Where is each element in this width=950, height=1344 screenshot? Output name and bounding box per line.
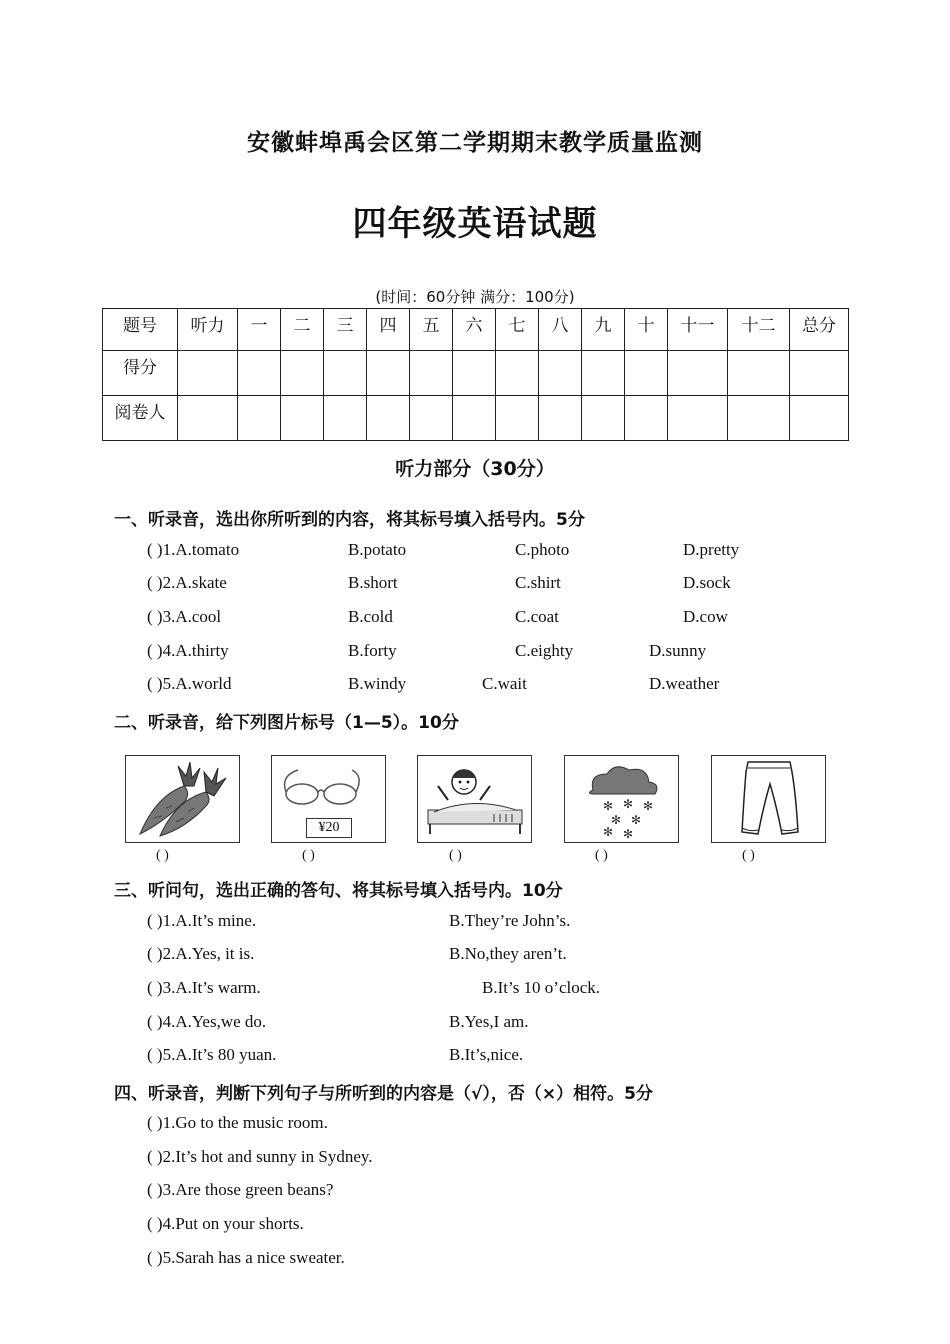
q1-option-b: B.short [348, 573, 398, 592]
grader-cell[interactable] [582, 396, 625, 441]
table-header-cell: 十一 [668, 309, 728, 351]
q3-stem: ( )2.A.Yes, it is. [147, 944, 255, 963]
q1-option-d: D.pretty [683, 540, 740, 559]
q1-option-d: D.sunny [649, 641, 707, 660]
picture-snow-cloud [564, 755, 679, 843]
table-row-label: 得分 [103, 351, 178, 396]
q3-heading: 三、听问句，选出正确的答句、将其标号填入括号内。10分 [114, 881, 563, 901]
grader-cell[interactable] [281, 396, 324, 441]
table-header-cell: 听力 [178, 309, 238, 351]
q1-option-b: B.windy [348, 674, 407, 693]
score-cell[interactable] [453, 351, 496, 396]
table-header-cell: 总分 [790, 309, 849, 351]
q2-heading: 二、听录音，给下列图片标号（1—5）。10分 [114, 713, 459, 733]
score-cell[interactable] [178, 351, 238, 396]
table-header-cell: 题号 [103, 309, 178, 351]
picture-answer-blank[interactable]: ( ) [595, 848, 608, 863]
grader-cell[interactable] [728, 396, 790, 441]
q4-stem: ( )1.Go to the music room. [147, 1113, 328, 1132]
grader-cell[interactable] [324, 396, 367, 441]
score-cell[interactable] [238, 351, 281, 396]
table-header-cell: 三 [324, 309, 367, 351]
svg-text:✻: ✻ [603, 799, 614, 813]
score-cell[interactable] [625, 351, 668, 396]
table-header-cell: 七 [496, 309, 539, 351]
score-cell[interactable] [582, 351, 625, 396]
table-header-cell: 十二 [728, 309, 790, 351]
q1-option-c: C.shirt [515, 573, 561, 592]
q1-stem: ( )1.A.tomato [147, 540, 240, 559]
score-cell[interactable] [324, 351, 367, 396]
svg-text:✻: ✻ [623, 797, 634, 811]
picture-pants [711, 755, 826, 843]
q3-stem: ( )4.A.Yes,we do. [147, 1012, 267, 1031]
grader-cell[interactable] [625, 396, 668, 441]
picture-answer-blank[interactable]: ( ) [156, 848, 169, 863]
q3-option-b: B.Yes,I am. [449, 1012, 529, 1031]
q1-option-c: C.photo [515, 540, 570, 559]
q3-stem: ( )5.A.It’s 80 yuan. [147, 1045, 277, 1064]
table-row-label: 阅卷人 [103, 396, 178, 441]
picture-carrots [125, 755, 240, 843]
table-header-cell: 五 [410, 309, 453, 351]
pants-icon [712, 756, 825, 842]
snow-cloud-icon [565, 756, 678, 842]
q1-option-c: C.wait [482, 674, 527, 693]
q1-heading: 一、听录音，选出你所听到的内容，将其标号填入括号内。5分 [114, 510, 585, 530]
q3-option-b: B.It’s,nice. [449, 1045, 524, 1064]
q1-option-b: B.potato [348, 540, 407, 559]
q4-stem: ( )3.Are those green beans? [147, 1180, 334, 1199]
q4-stem: ( )5.Sarah has a nice sweater. [147, 1248, 345, 1267]
boy-in-bed-icon [418, 756, 531, 842]
q3-stem: ( )3.A.It’s warm. [147, 978, 261, 997]
q3-option-b: B.They’re John’s. [449, 911, 571, 930]
exam-title: 安徽蚌埠禹会区第二学期期末教学质量监测 [247, 130, 703, 156]
q3-option-b: B.It’s 10 o’clock. [482, 978, 601, 997]
grader-cell[interactable] [496, 396, 539, 441]
q1-stem: ( )5.A.world [147, 674, 232, 693]
q1-option-d: D.weather [649, 674, 720, 693]
q3-option-b: B.No,they aren’t. [449, 944, 567, 963]
table-header-cell: 四 [367, 309, 410, 351]
score-cell[interactable] [367, 351, 410, 396]
picture-boy-in-bed [417, 755, 532, 843]
grader-cell[interactable] [238, 396, 281, 441]
exam-time-score: (时间：60分钟 满分：100分) [375, 288, 575, 306]
grader-cell[interactable] [790, 396, 849, 441]
score-cell[interactable] [496, 351, 539, 396]
svg-text:✻: ✻ [611, 813, 622, 827]
svg-text:✻: ✻ [623, 827, 634, 841]
q1-option-b: B.cold [348, 607, 393, 626]
q1-option-d: D.sock [683, 573, 731, 592]
score-table [102, 308, 849, 441]
score-cell[interactable] [539, 351, 582, 396]
picture-answer-blank[interactable]: ( ) [449, 848, 462, 863]
svg-text:✻: ✻ [631, 813, 642, 827]
section-title: 听力部分（30分） [395, 458, 555, 480]
grader-cell[interactable] [453, 396, 496, 441]
grader-cell[interactable] [367, 396, 410, 441]
score-cell[interactable] [410, 351, 453, 396]
score-cell[interactable] [668, 351, 728, 396]
grader-cell[interactable] [668, 396, 728, 441]
score-cell[interactable] [790, 351, 849, 396]
q1-stem: ( )3.A.cool [147, 607, 222, 626]
q4-stem: ( )4.Put on your shorts. [147, 1214, 304, 1233]
grader-cell[interactable] [539, 396, 582, 441]
table-header-cell: 八 [539, 309, 582, 351]
table-header-cell: 六 [453, 309, 496, 351]
q3-stem: ( )1.A.It’s mine. [147, 911, 257, 930]
table-header-cell: 九 [582, 309, 625, 351]
table-header-cell: 二 [281, 309, 324, 351]
q1-option-d: D.cow [683, 607, 728, 626]
q4-stem: ( )2.It’s hot and sunny in Sydney. [147, 1147, 373, 1166]
q1-stem: ( )2.A.skate [147, 573, 227, 592]
svg-text:✻: ✻ [643, 799, 654, 813]
table-header-cell: 十 [625, 309, 668, 351]
q1-option-c: C.eighty [515, 641, 574, 660]
table-header-cell: 一 [238, 309, 281, 351]
svg-text:✻: ✻ [603, 825, 614, 839]
q1-option-b: B.forty [348, 641, 397, 660]
score-cell[interactable] [281, 351, 324, 396]
exam-subtitle: 四年级英语试题 [352, 204, 598, 244]
picture-answer-blank[interactable]: ( ) [302, 848, 315, 863]
q1-stem: ( )4.A.thirty [147, 641, 229, 660]
picture-glasses [271, 755, 386, 843]
q1-option-c: C.coat [515, 607, 559, 626]
score-cell[interactable] [728, 351, 790, 396]
carrots-icon [126, 756, 239, 842]
price-tag: ¥20 [306, 818, 352, 838]
picture-answer-blank[interactable]: ( ) [742, 848, 755, 863]
grader-cell[interactable] [410, 396, 453, 441]
q4-heading: 四、听录音，判断下列句子与所听到的内容是（√），否（×）相符。5分 [114, 1084, 653, 1104]
grader-cell[interactable] [178, 396, 238, 441]
